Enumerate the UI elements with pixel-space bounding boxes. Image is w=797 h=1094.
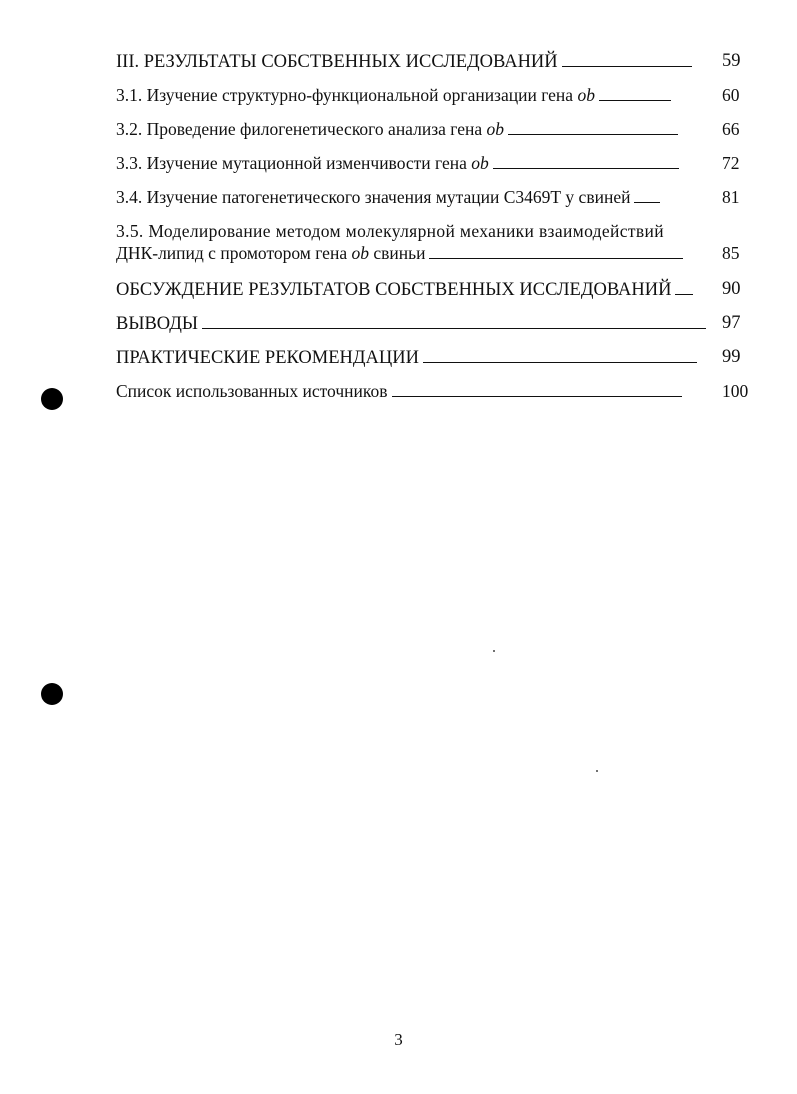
toc-entry-page: 90 bbox=[722, 279, 741, 299]
toc-entry-page: 59 bbox=[722, 51, 741, 71]
toc-entry-title: Список использованных источников bbox=[116, 380, 712, 402]
toc-entry-page: 60 bbox=[722, 85, 740, 105]
table-of-contents bbox=[116, 50, 766, 414]
scan-speck bbox=[596, 770, 598, 772]
toc-entry-title: ПРАКТИЧЕСКИЕ РЕКОМЕНДАЦИИ bbox=[116, 346, 712, 369]
toc-entry[interactable] bbox=[116, 152, 766, 186]
toc-entry-page: 85 bbox=[722, 243, 740, 263]
toc-entry-title: 3.1. Изучение структурно-функциональной организации гена ob bbox=[116, 84, 712, 106]
toc-entry[interactable] bbox=[116, 220, 766, 278]
toc-entry[interactable] bbox=[116, 84, 766, 118]
toc-entry[interactable] bbox=[116, 118, 766, 152]
toc-entry-page: 100 bbox=[722, 381, 749, 401]
toc-entry-page: 66 bbox=[722, 119, 740, 139]
toc-entry[interactable] bbox=[116, 380, 766, 414]
page-number: 3 bbox=[394, 1030, 403, 1049]
toc-entry[interactable] bbox=[116, 312, 766, 346]
toc-entry-title: ВЫВОДЫ bbox=[116, 312, 712, 335]
toc-entry[interactable] bbox=[116, 186, 766, 220]
toc-entry-title: ОБСУЖДЕНИЕ РЕЗУЛЬТАТОВ СОБСТВЕННЫХ ИССЛЕДОВАНИЙ bbox=[116, 278, 712, 301]
toc-entry[interactable] bbox=[116, 50, 766, 84]
toc-entry-title: 3.4. Изучение патогенетического значения мутации С3469Т у свиней bbox=[116, 186, 712, 208]
toc-entry-page: 97 bbox=[722, 313, 741, 333]
toc-entry-page: 81 bbox=[722, 187, 740, 207]
toc-entry-title: 3.3. Изучение мутационной изменчивости гена ob bbox=[116, 152, 712, 174]
toc-entry[interactable] bbox=[116, 346, 766, 380]
toc-entry-page: 99 bbox=[722, 347, 741, 367]
scan-speck bbox=[493, 650, 495, 652]
punch-hole-top bbox=[41, 388, 63, 410]
punch-hole-bottom bbox=[41, 683, 63, 705]
toc-entry-title: 3.2. Проведение филогенетического анализа гена ob bbox=[116, 118, 712, 140]
toc-entry-title: III. РЕЗУЛЬТАТЫ СОБСТВЕННЫХ ИССЛЕДОВАНИЙ bbox=[116, 50, 712, 73]
toc-entry-page: 72 bbox=[722, 153, 740, 173]
toc-entry[interactable] bbox=[116, 278, 766, 312]
toc-entry-title: 3.5. Моделирование методом молекулярной механики взаимодействий ДНК-липид с промотором гена ob свиньи bbox=[116, 220, 712, 264]
